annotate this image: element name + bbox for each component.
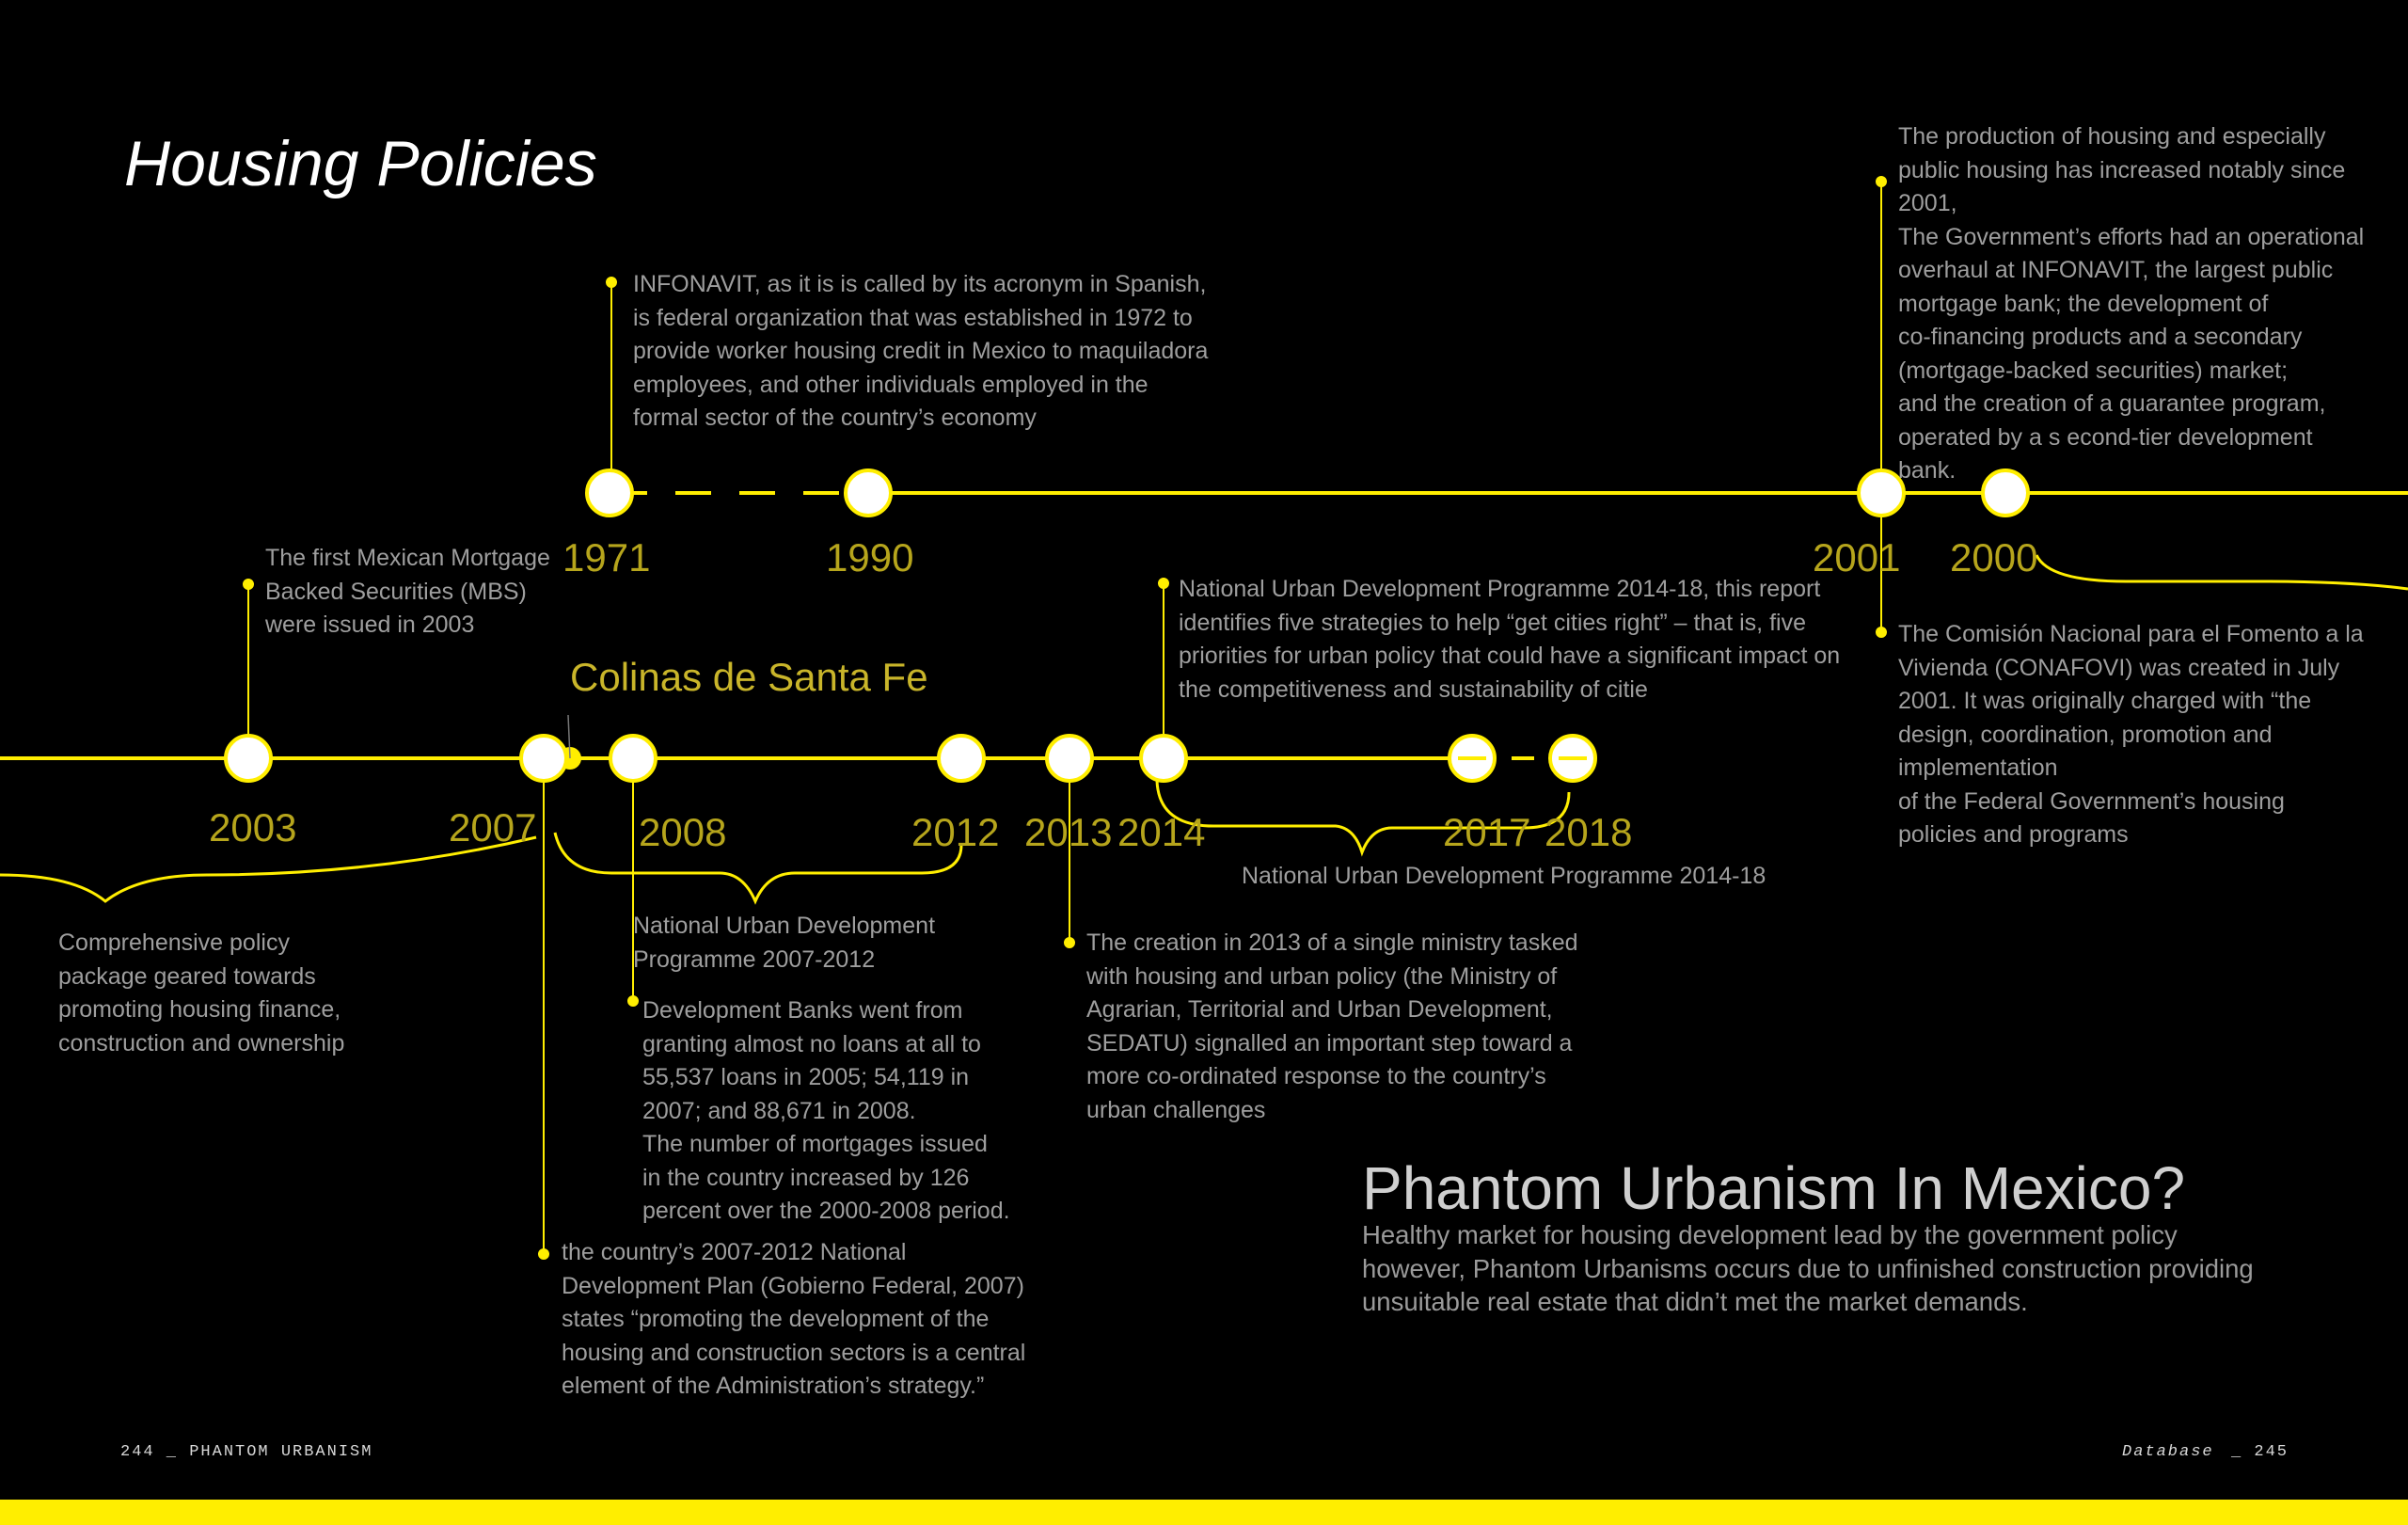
note-nudp-2014: National Urban Development Programme 2014-18, this report identifies five strategies to help “get cities right” – that is, five priorities for urban policy that could have a significant impact on the competitiveness and sustainability of citie	[1179, 576, 1841, 703]
phantom-title: Phantom Urbanism In Mexico?	[1362, 1154, 2186, 1222]
note-national-plan: the country’s 2007-2012 National Development Plan (Gobierno Federal, 2007) states “promoting the development of the housing and construction sectors is a central element of the Administration’s strategy.”	[562, 1239, 1026, 1399]
page-title: Housing Policies	[124, 128, 597, 199]
note-infonavit: INFONAVIT, as it is is called by its acronym in Spanish, is federal organization that was established in 1972 to provide worker housing credit in Mexico to maquiladora employees, and other individuals employed in the formal sector of the country’s economy	[633, 271, 1209, 431]
year-label-2018: 2018	[1545, 810, 1633, 854]
footer-section: Database	[2122, 1443, 2214, 1461]
node-2014	[1141, 736, 1186, 781]
year-label-2007: 2007	[449, 805, 537, 850]
year-label-1971: 1971	[562, 535, 651, 580]
note-dev-banks: Development Banks went from granting almost no loans at all to 55,537 loans in 2005; 54,119 in 2007; and 88,671 in 2008. The number of mortgages issued in the country increased by 126 percent over the 2000-2008 period.	[642, 997, 1010, 1224]
node-2007	[521, 736, 566, 781]
footer-left: 244 _ PHANTOM URBANISM	[120, 1443, 373, 1461]
note-comprehensive: Comprehensive policy package geared towards promoting housing finance, construction and ownership	[58, 929, 345, 1056]
year-label-2012: 2012	[911, 810, 1000, 854]
year-label-2000: 2000	[1950, 535, 2038, 580]
node-2013	[1047, 736, 1092, 781]
year-label-2017: 2017	[1443, 810, 1531, 854]
node-1990	[846, 470, 891, 516]
node-2012	[939, 736, 984, 781]
note-nudp-2007: National Urban Development Programme 2007-2012	[633, 913, 936, 973]
year-label-1990: 1990	[826, 535, 914, 580]
node-2001	[1859, 470, 1904, 516]
colinas-label: Colinas de Santa Fe	[570, 655, 928, 699]
year-label-2003: 2003	[209, 805, 297, 850]
node-1971	[587, 470, 632, 516]
year-label-2001: 2001	[1813, 535, 1901, 580]
year-label-2013: 2013	[1024, 810, 1113, 854]
note-nudp-2014-brace: National Urban Development Programme 2014-18	[1242, 863, 1766, 889]
note-conafovi: The Comisión Nacional para el Fomento a la Vivienda (CONAFOVI) was created in July 2001. It was originally charged with “the design, coordination, promotion and implementation of the Federal Government’s housing policies and programs	[1898, 621, 2364, 848]
note-mbs-2003: The first Mexican Mortgage Backed Securities (MBS) were issued in 2003	[265, 545, 550, 638]
bottom-accent-bar	[0, 1500, 2408, 1525]
footer-page-number: _ 245	[2231, 1443, 2289, 1461]
year-label-2008: 2008	[639, 810, 727, 854]
phantom-body: Healthy market for housing development lead by the government policy however, Phantom Urbanisms occurs due to unfinished construction providing unsuitable real estate that didn’t met the market demands.	[1362, 1220, 2254, 1316]
node-2008	[610, 736, 656, 781]
node-2003	[226, 736, 271, 781]
year-label-2014: 2014	[1117, 810, 1206, 854]
note-sedatu: The creation in 2013 of a single ministry tasked with housing and urban policy (the Ministry of Agrarian, Territorial and Urban Development, SEDATU) signalled an important step toward a more co-ordinated response to the country’s urban challenges	[1086, 929, 1578, 1123]
note-production-2001: The production of housing and especially public housing has increased notably since 2001, The Government’s efforts had an operational overhaul at INFONAVIT, the largest public mortgage bank; the development of co-financing products and a secondary (mortgage-backed securities) market; and the creation of a guarantee program, operated by a s econd-tier development bank.	[1898, 123, 2365, 484]
